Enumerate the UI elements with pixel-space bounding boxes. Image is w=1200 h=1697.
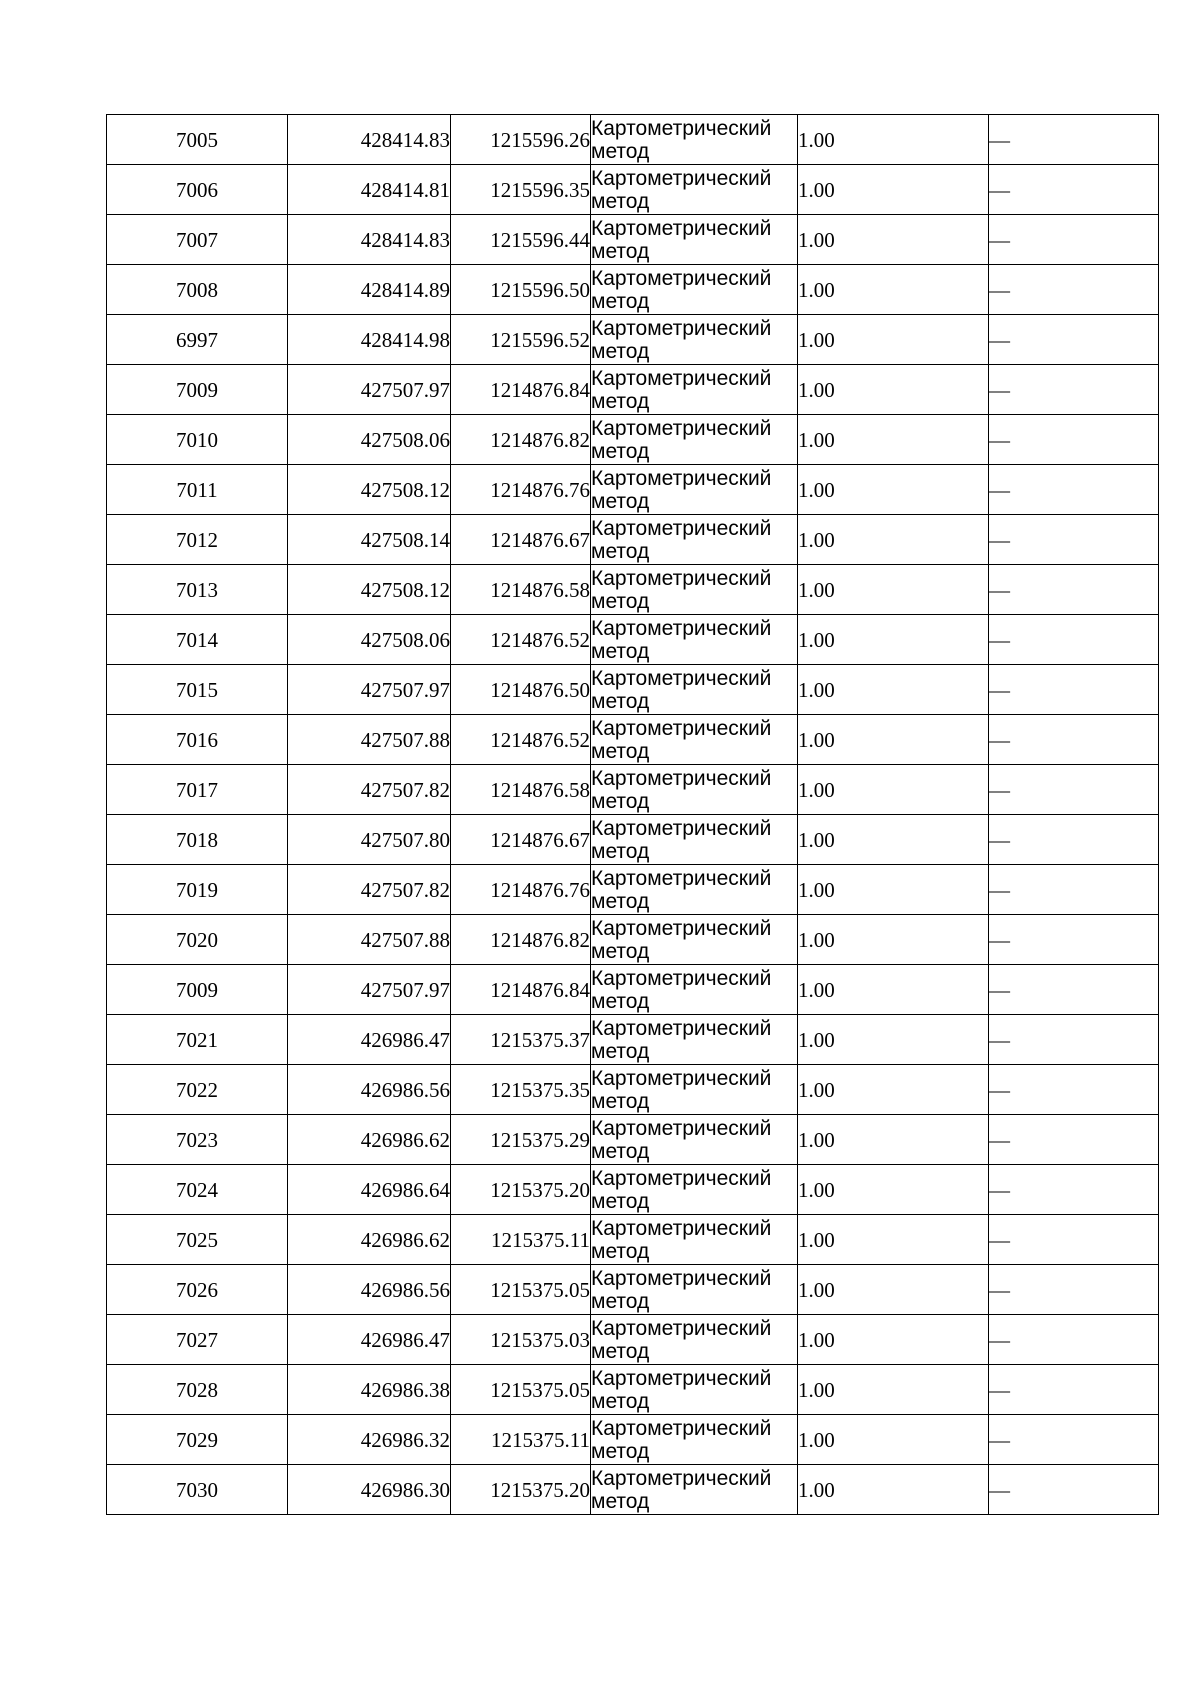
method-line-2: метод bbox=[591, 989, 650, 1013]
y-coordinate-cell: 1214876.76 bbox=[451, 465, 591, 515]
method-cell bbox=[591, 215, 798, 265]
description-cell: — bbox=[989, 165, 1159, 215]
table-row bbox=[107, 215, 1159, 265]
x-coordinate-cell: 426986.47 bbox=[288, 1015, 451, 1065]
method-cell bbox=[591, 365, 798, 415]
point-number-cell: 7026 bbox=[107, 1265, 288, 1315]
description-cell: — bbox=[989, 815, 1159, 865]
y-coordinate-cell: 1214876.67 bbox=[451, 815, 591, 865]
accuracy-cell: 1.00 bbox=[798, 515, 989, 565]
point-number-cell: 7008 bbox=[107, 265, 288, 315]
accuracy-cell: 1.00 bbox=[798, 315, 989, 365]
point-number-cell: 7024 bbox=[107, 1165, 288, 1215]
accuracy-cell: 1.00 bbox=[798, 915, 989, 965]
method-line-1: Картометрический bbox=[591, 216, 772, 240]
method-line-1: Картометрический bbox=[591, 566, 772, 590]
accuracy-cell: 1.00 bbox=[798, 715, 989, 765]
x-coordinate-cell: 427508.12 bbox=[288, 565, 451, 615]
y-coordinate-cell: 1214876.82 bbox=[451, 415, 591, 465]
method-line-1: Картометрический bbox=[591, 116, 772, 140]
x-coordinate-cell: 426986.56 bbox=[288, 1065, 451, 1115]
description-cell: — bbox=[989, 965, 1159, 1015]
method-line-1: Картометрический bbox=[591, 1116, 772, 1140]
method-cell bbox=[591, 1315, 798, 1365]
method-cell bbox=[591, 515, 798, 565]
description-cell: — bbox=[989, 1015, 1159, 1065]
method-line-2: метод bbox=[591, 1389, 650, 1413]
method-line-1: Картометрический bbox=[591, 416, 772, 440]
method-line-2: метод bbox=[591, 589, 650, 613]
x-coordinate-cell: 427508.12 bbox=[288, 465, 451, 515]
point-number-cell: 7018 bbox=[107, 815, 288, 865]
point-number-cell: 7017 bbox=[107, 765, 288, 815]
accuracy-cell: 1.00 bbox=[798, 215, 989, 265]
accuracy-cell: 1.00 bbox=[798, 765, 989, 815]
point-number-cell: 7021 bbox=[107, 1015, 288, 1065]
method-cell bbox=[591, 865, 798, 915]
accuracy-cell: 1.00 bbox=[798, 965, 989, 1015]
description-cell: — bbox=[989, 315, 1159, 365]
method-line-2: метод bbox=[591, 1139, 650, 1163]
table-row bbox=[107, 965, 1159, 1015]
x-coordinate-cell: 427508.14 bbox=[288, 515, 451, 565]
method-line-1: Картометрический bbox=[591, 666, 772, 690]
x-coordinate-cell: 428414.89 bbox=[288, 265, 451, 315]
x-coordinate-cell: 427508.06 bbox=[288, 615, 451, 665]
method-line-2: метод bbox=[591, 189, 650, 213]
method-cell bbox=[591, 415, 798, 465]
accuracy-cell: 1.00 bbox=[798, 1365, 989, 1415]
method-cell bbox=[591, 1265, 798, 1315]
point-number-cell: 7025 bbox=[107, 1215, 288, 1265]
x-coordinate-cell: 426986.32 bbox=[288, 1415, 451, 1465]
method-line-1: Картометрический bbox=[591, 1166, 772, 1190]
table-row bbox=[107, 1465, 1159, 1515]
description-cell: — bbox=[989, 1065, 1159, 1115]
method-line-2: метод bbox=[591, 389, 650, 413]
method-cell bbox=[591, 1015, 798, 1065]
method-cell bbox=[591, 315, 798, 365]
table-row bbox=[107, 515, 1159, 565]
description-cell: — bbox=[989, 1215, 1159, 1265]
y-coordinate-cell: 1214876.50 bbox=[451, 665, 591, 715]
method-line-1: Картометрический bbox=[591, 366, 772, 390]
table-row bbox=[107, 1315, 1159, 1365]
table-row bbox=[107, 715, 1159, 765]
y-coordinate-cell: 1215375.29 bbox=[451, 1115, 591, 1165]
method-cell bbox=[591, 715, 798, 765]
description-cell: — bbox=[989, 665, 1159, 715]
y-coordinate-cell: 1215596.44 bbox=[451, 215, 591, 265]
point-number-cell: 7029 bbox=[107, 1415, 288, 1465]
point-number-cell: 7006 bbox=[107, 165, 288, 215]
method-line-1: Картометрический bbox=[591, 616, 772, 640]
method-cell bbox=[591, 1415, 798, 1465]
y-coordinate-cell: 1215375.20 bbox=[451, 1465, 591, 1515]
table-row bbox=[107, 565, 1159, 615]
point-number-cell: 7022 bbox=[107, 1065, 288, 1115]
method-line-2: метод bbox=[591, 1289, 650, 1313]
x-coordinate-cell: 427507.88 bbox=[288, 915, 451, 965]
method-cell bbox=[591, 565, 798, 615]
method-line-2: метод bbox=[591, 1439, 650, 1463]
accuracy-cell: 1.00 bbox=[798, 265, 989, 315]
description-cell: — bbox=[989, 1365, 1159, 1415]
method-cell bbox=[591, 615, 798, 665]
accuracy-cell: 1.00 bbox=[798, 565, 989, 615]
method-line-2: метод bbox=[591, 789, 650, 813]
table-row bbox=[107, 1115, 1159, 1165]
method-line-1: Картометрический bbox=[591, 1366, 772, 1390]
y-coordinate-cell: 1215375.37 bbox=[451, 1015, 591, 1065]
point-number-cell: 7020 bbox=[107, 915, 288, 965]
description-cell: — bbox=[989, 1415, 1159, 1465]
description-cell: — bbox=[989, 1165, 1159, 1215]
point-number-cell: 7007 bbox=[107, 215, 288, 265]
point-number-cell: 7005 bbox=[107, 115, 288, 165]
x-coordinate-cell: 428414.83 bbox=[288, 115, 451, 165]
method-line-1: Картометрический bbox=[591, 966, 772, 990]
method-cell bbox=[591, 1365, 798, 1415]
description-cell: — bbox=[989, 1315, 1159, 1365]
description-cell: — bbox=[989, 1115, 1159, 1165]
x-coordinate-cell: 427507.82 bbox=[288, 865, 451, 915]
point-number-cell: 7011 bbox=[107, 465, 288, 515]
method-line-2: метод bbox=[591, 689, 650, 713]
method-line-1: Картометрический bbox=[591, 1016, 772, 1040]
table-row bbox=[107, 165, 1159, 215]
method-cell bbox=[591, 115, 798, 165]
method-line-1: Картометрический bbox=[591, 316, 772, 340]
method-line-1: Картометрический bbox=[591, 466, 772, 490]
table-row bbox=[107, 865, 1159, 915]
method-cell bbox=[591, 165, 798, 215]
y-coordinate-cell: 1215375.05 bbox=[451, 1265, 591, 1315]
description-cell: — bbox=[989, 415, 1159, 465]
table-row bbox=[107, 1415, 1159, 1465]
accuracy-cell: 1.00 bbox=[798, 1265, 989, 1315]
table-row bbox=[107, 915, 1159, 965]
method-line-2: метод bbox=[591, 1239, 650, 1263]
accuracy-cell: 1.00 bbox=[798, 1015, 989, 1065]
y-coordinate-cell: 1215375.11 bbox=[451, 1215, 591, 1265]
accuracy-cell: 1.00 bbox=[798, 1065, 989, 1115]
y-coordinate-cell: 1215375.20 bbox=[451, 1165, 591, 1215]
table-row bbox=[107, 465, 1159, 515]
x-coordinate-cell: 427507.80 bbox=[288, 815, 451, 865]
x-coordinate-cell: 427507.97 bbox=[288, 665, 451, 715]
point-number-cell: 7016 bbox=[107, 715, 288, 765]
x-coordinate-cell: 426986.56 bbox=[288, 1265, 451, 1315]
method-line-2: метод bbox=[591, 239, 650, 263]
point-number-cell: 7027 bbox=[107, 1315, 288, 1365]
y-coordinate-cell: 1215596.35 bbox=[451, 165, 591, 215]
method-line-2: метод bbox=[591, 289, 650, 313]
method-line-1: Картометрический bbox=[591, 766, 772, 790]
table-row bbox=[107, 415, 1159, 465]
method-line-1: Картометрический bbox=[591, 716, 772, 740]
x-coordinate-cell: 426986.62 bbox=[288, 1115, 451, 1165]
y-coordinate-cell: 1214876.84 bbox=[451, 365, 591, 415]
y-coordinate-cell: 1215596.50 bbox=[451, 265, 591, 315]
method-cell bbox=[591, 1065, 798, 1115]
y-coordinate-cell: 1214876.76 bbox=[451, 865, 591, 915]
x-coordinate-cell: 428414.81 bbox=[288, 165, 451, 215]
point-number-cell: 7019 bbox=[107, 865, 288, 915]
method-line-2: метод bbox=[591, 889, 650, 913]
x-coordinate-cell: 426986.38 bbox=[288, 1365, 451, 1415]
method-line-1: Картометрический bbox=[591, 266, 772, 290]
table-row bbox=[107, 1065, 1159, 1115]
accuracy-cell: 1.00 bbox=[798, 465, 989, 515]
table-row bbox=[107, 1215, 1159, 1265]
method-line-1: Картометрический bbox=[591, 1466, 772, 1490]
x-coordinate-cell: 426986.62 bbox=[288, 1215, 451, 1265]
y-coordinate-cell: 1215375.35 bbox=[451, 1065, 591, 1115]
accuracy-cell: 1.00 bbox=[798, 865, 989, 915]
description-cell: — bbox=[989, 865, 1159, 915]
table-row bbox=[107, 1165, 1159, 1215]
description-cell: — bbox=[989, 265, 1159, 315]
y-coordinate-cell: 1215596.26 bbox=[451, 115, 591, 165]
description-cell: — bbox=[989, 715, 1159, 765]
accuracy-cell: 1.00 bbox=[798, 815, 989, 865]
description-cell: — bbox=[989, 465, 1159, 515]
method-line-2: метод bbox=[591, 539, 650, 563]
accuracy-cell: 1.00 bbox=[798, 365, 989, 415]
method-cell bbox=[591, 1165, 798, 1215]
table-row bbox=[107, 1365, 1159, 1415]
table-row bbox=[107, 365, 1159, 415]
point-number-cell: 7023 bbox=[107, 1115, 288, 1165]
x-coordinate-cell: 426986.30 bbox=[288, 1465, 451, 1515]
method-line-1: Картометрический bbox=[591, 166, 772, 190]
table-row bbox=[107, 115, 1159, 165]
method-cell bbox=[591, 915, 798, 965]
y-coordinate-cell: 1214876.82 bbox=[451, 915, 591, 965]
method-line-2: метод bbox=[591, 739, 650, 763]
method-line-1: Картометрический bbox=[591, 866, 772, 890]
method-cell bbox=[591, 665, 798, 715]
method-cell bbox=[591, 265, 798, 315]
point-number-cell: 7028 bbox=[107, 1365, 288, 1415]
x-coordinate-cell: 427507.88 bbox=[288, 715, 451, 765]
table-row bbox=[107, 765, 1159, 815]
method-line-2: метод bbox=[591, 939, 650, 963]
accuracy-cell: 1.00 bbox=[798, 615, 989, 665]
y-coordinate-cell: 1214876.58 bbox=[451, 565, 591, 615]
method-line-2: метод bbox=[591, 139, 650, 163]
method-line-1: Картометрический bbox=[591, 1066, 772, 1090]
x-coordinate-cell: 427508.06 bbox=[288, 415, 451, 465]
point-number-cell: 7010 bbox=[107, 415, 288, 465]
point-number-cell: 7014 bbox=[107, 615, 288, 665]
point-number-cell: 7030 bbox=[107, 1465, 288, 1515]
point-number-cell: 7013 bbox=[107, 565, 288, 615]
table-row bbox=[107, 615, 1159, 665]
y-coordinate-cell: 1214876.67 bbox=[451, 515, 591, 565]
accuracy-cell: 1.00 bbox=[798, 1415, 989, 1465]
method-line-2: метод bbox=[591, 839, 650, 863]
y-coordinate-cell: 1214876.84 bbox=[451, 965, 591, 1015]
description-cell: — bbox=[989, 115, 1159, 165]
method-cell bbox=[591, 965, 798, 1015]
description-cell: — bbox=[989, 515, 1159, 565]
accuracy-cell: 1.00 bbox=[798, 1165, 989, 1215]
point-number-cell: 6997 bbox=[107, 315, 288, 365]
method-line-2: метод bbox=[591, 639, 650, 663]
y-coordinate-cell: 1214876.58 bbox=[451, 765, 591, 815]
coordinates-table bbox=[106, 114, 1159, 1515]
description-cell: — bbox=[989, 365, 1159, 415]
x-coordinate-cell: 427507.97 bbox=[288, 965, 451, 1015]
accuracy-cell: 1.00 bbox=[798, 415, 989, 465]
x-coordinate-cell: 426986.64 bbox=[288, 1165, 451, 1215]
accuracy-cell: 1.00 bbox=[798, 115, 989, 165]
method-line-1: Картометрический bbox=[591, 1266, 772, 1290]
table-row bbox=[107, 1265, 1159, 1315]
method-cell bbox=[591, 765, 798, 815]
description-cell: — bbox=[989, 915, 1159, 965]
method-cell bbox=[591, 465, 798, 515]
coordinates-table-body bbox=[107, 115, 1159, 1515]
point-number-cell: 7015 bbox=[107, 665, 288, 715]
x-coordinate-cell: 428414.83 bbox=[288, 215, 451, 265]
description-cell: — bbox=[989, 215, 1159, 265]
accuracy-cell: 1.00 bbox=[798, 1315, 989, 1365]
y-coordinate-cell: 1215375.11 bbox=[451, 1415, 591, 1465]
table-row bbox=[107, 315, 1159, 365]
method-line-2: метод bbox=[591, 1339, 650, 1363]
x-coordinate-cell: 427507.82 bbox=[288, 765, 451, 815]
method-line-1: Картометрический bbox=[591, 1416, 772, 1440]
y-coordinate-cell: 1214876.52 bbox=[451, 715, 591, 765]
description-cell: — bbox=[989, 1465, 1159, 1515]
table-row bbox=[107, 265, 1159, 315]
method-line-2: метод bbox=[591, 1089, 650, 1113]
y-coordinate-cell: 1215375.03 bbox=[451, 1315, 591, 1365]
method-cell bbox=[591, 1465, 798, 1515]
x-coordinate-cell: 426986.47 bbox=[288, 1315, 451, 1365]
method-line-2: метод bbox=[591, 1489, 650, 1513]
description-cell: — bbox=[989, 765, 1159, 815]
method-line-1: Картометрический bbox=[591, 516, 772, 540]
method-line-2: метод bbox=[591, 439, 650, 463]
method-line-2: метод bbox=[591, 1039, 650, 1063]
description-cell: — bbox=[989, 615, 1159, 665]
accuracy-cell: 1.00 bbox=[798, 165, 989, 215]
accuracy-cell: 1.00 bbox=[798, 1215, 989, 1265]
y-coordinate-cell: 1215375.05 bbox=[451, 1365, 591, 1415]
x-coordinate-cell: 428414.98 bbox=[288, 315, 451, 365]
y-coordinate-cell: 1214876.52 bbox=[451, 615, 591, 665]
method-line-2: метод bbox=[591, 489, 650, 513]
table-row bbox=[107, 665, 1159, 715]
y-coordinate-cell: 1215596.52 bbox=[451, 315, 591, 365]
accuracy-cell: 1.00 bbox=[798, 1465, 989, 1515]
description-cell: — bbox=[989, 1265, 1159, 1315]
accuracy-cell: 1.00 bbox=[798, 1115, 989, 1165]
point-number-cell: 7009 bbox=[107, 965, 288, 1015]
method-line-1: Картометрический bbox=[591, 916, 772, 940]
x-coordinate-cell: 427507.97 bbox=[288, 365, 451, 415]
method-cell bbox=[591, 1215, 798, 1265]
point-number-cell: 7009 bbox=[107, 365, 288, 415]
method-line-1: Картометрический bbox=[591, 1216, 772, 1240]
method-cell bbox=[591, 815, 798, 865]
table-row bbox=[107, 815, 1159, 865]
method-line-1: Картометрический bbox=[591, 1316, 772, 1340]
point-number-cell: 7012 bbox=[107, 515, 288, 565]
method-cell bbox=[591, 1115, 798, 1165]
method-line-2: метод bbox=[591, 1189, 650, 1213]
method-line-2: метод bbox=[591, 339, 650, 363]
method-line-1: Картометрический bbox=[591, 816, 772, 840]
description-cell: — bbox=[989, 565, 1159, 615]
table-row bbox=[107, 1015, 1159, 1065]
accuracy-cell: 1.00 bbox=[798, 665, 989, 715]
